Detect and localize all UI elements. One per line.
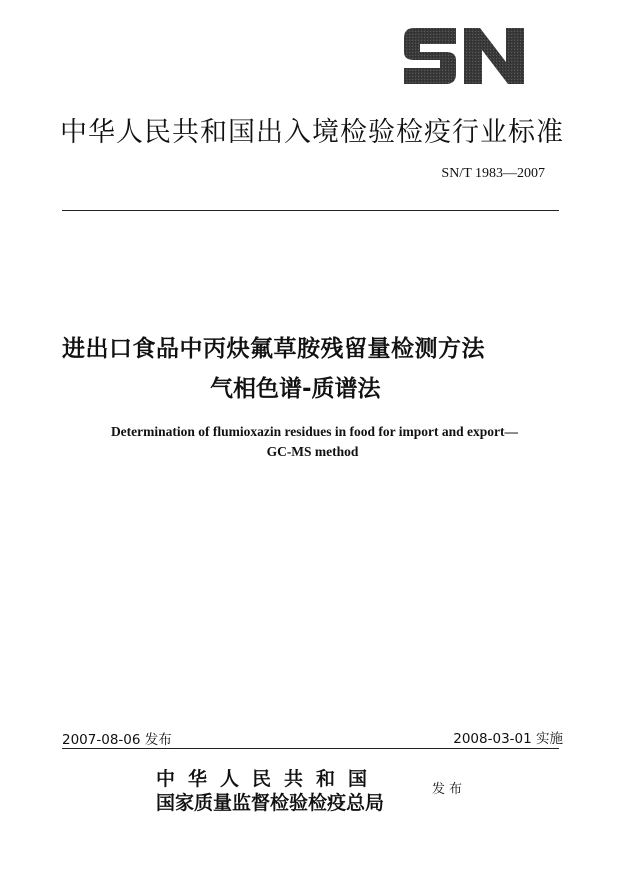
sn-logo [400,22,528,90]
issuer-agency: 国家质量监督检验检疫总局 [156,792,385,814]
standard-number: SN/T 1983—2007 [441,166,545,181]
title-english-line-2: GC-MS method [266,444,359,459]
industry-standard-title: 中华人民共和国出入境检验检疫行业标准 [60,117,564,148]
title-chinese-line-2: 气相色谱-质谱法 [210,376,381,402]
title-chinese-line-1: 进出口食品中丙炔氟草胺残留量检测方法 [62,336,485,362]
header-divider [62,210,559,211]
title-english-line-1: Determination of flumioxazin residues in food for import and export— [110,424,519,439]
publish-label: 发布 [432,782,467,797]
footer-divider [62,748,559,749]
issuing-authority [156,768,384,816]
issuer-country: 中华人民共和国 [156,768,381,790]
issue-date: 2007-08-06 发布 [62,732,172,748]
implementation-date: 2008-03-01 实施 [453,731,563,747]
